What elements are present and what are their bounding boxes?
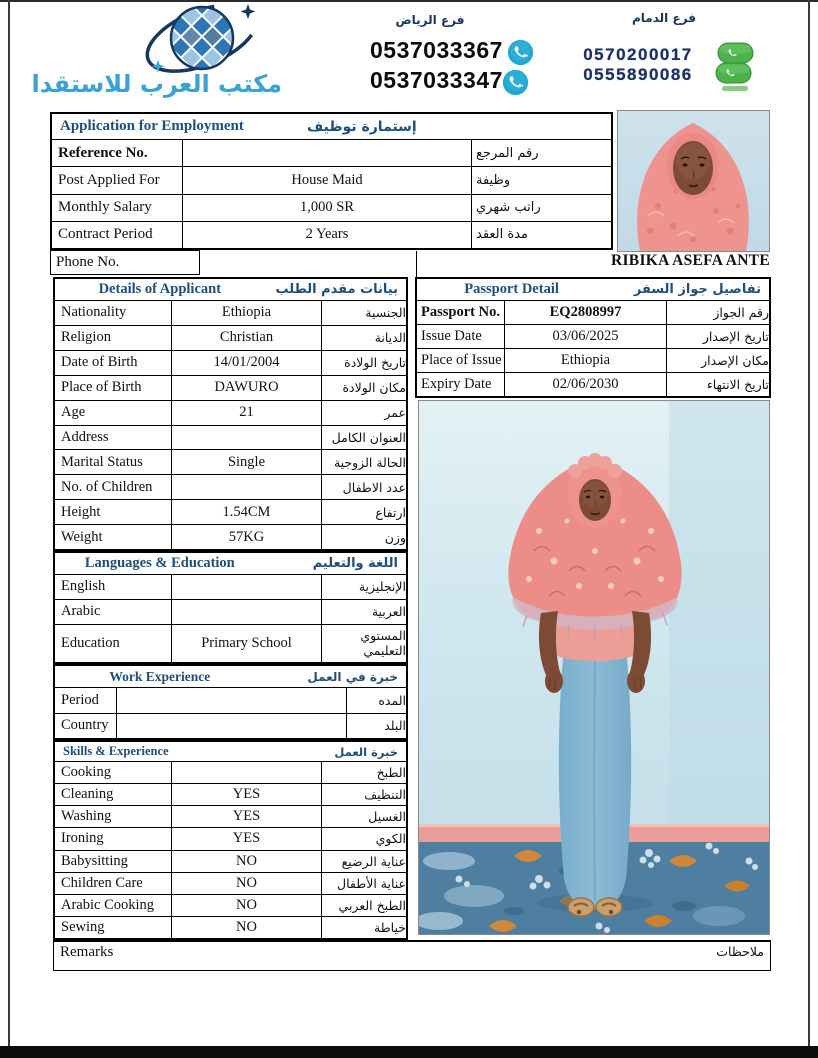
row-label: Height — [55, 500, 172, 524]
details-title-en: Details of Applicant — [98, 281, 222, 297]
row-value: Single — [172, 450, 322, 474]
row-label-ar: مكان الإصدار — [701, 353, 769, 368]
riyadh-phone-1: 0537033367 — [370, 37, 503, 63]
table-row — [55, 827, 406, 849]
work-title-ar: خبرة في العمل — [307, 669, 398, 684]
remarks-label-ar: ملاحظات — [716, 944, 764, 959]
application-table — [50, 112, 613, 250]
table-row — [55, 425, 406, 450]
row-label-ar: المستوي التعليمي — [360, 627, 406, 659]
table-row — [55, 687, 406, 713]
row-label-ar: الكوي — [375, 831, 406, 847]
table-row — [55, 449, 406, 474]
row-label: Reference No. — [52, 140, 183, 166]
row-label-ar: البلد — [384, 718, 406, 734]
row-value: 02/06/2030 — [505, 373, 667, 396]
row-label: Cooking — [55, 762, 172, 783]
row-value: 14/01/2004 — [172, 351, 322, 375]
table-row — [55, 872, 406, 894]
row-label: Nationality — [55, 301, 172, 325]
row-label-ar: ارتفاع — [375, 504, 406, 520]
table-row — [55, 624, 406, 662]
row-label: Marital Status — [55, 450, 172, 474]
row-value — [172, 575, 322, 599]
row-value: Ethiopia — [505, 349, 667, 372]
row-label-ar: رقم الجواز — [713, 305, 769, 320]
row-label-ar: التنظيف — [364, 787, 406, 803]
table-row — [55, 499, 406, 524]
row-value: Primary School — [172, 625, 322, 662]
row-label: Babysitting — [55, 851, 172, 872]
row-label: Washing — [55, 806, 172, 827]
row-label: Ironing — [55, 828, 172, 849]
table-row — [55, 761, 406, 783]
row-label-ar: عناية الأطفال — [337, 875, 406, 891]
row-label-ar: الطبخ العربي — [338, 897, 406, 913]
table-row — [55, 894, 406, 916]
details-title-ar: بيانات مقدم الطلب — [275, 282, 398, 297]
table-row — [417, 324, 769, 348]
row-label-ar: الحالة الزوجية — [333, 454, 406, 470]
row-label: Religion — [55, 326, 172, 350]
application-title-ar: إستمارة توظيف — [307, 118, 417, 135]
row-value: DAWURO — [172, 376, 322, 400]
row-value: 57KG — [172, 525, 322, 549]
row-label: Expiry Date — [417, 373, 505, 396]
row-label: Country — [55, 714, 117, 739]
agency-logo — [30, 2, 280, 104]
table-row — [417, 372, 769, 396]
row-label: No. of Children — [55, 475, 172, 499]
row-value: YES — [172, 828, 322, 849]
table-row — [55, 350, 406, 375]
row-value: NO — [172, 895, 322, 916]
row-label: Contract Period — [52, 222, 183, 248]
row-label-ar: خياطة — [374, 919, 406, 935]
row-value: 21 — [172, 401, 322, 425]
row-label-ar: الإنجليزية — [358, 579, 406, 595]
row-value: 03/06/2025 — [505, 325, 667, 348]
row-label: Issue Date — [417, 325, 505, 348]
passport-title-ar: تفاصيل جواز السفر — [633, 282, 761, 297]
row-label-ar: عدد الاطفال — [342, 479, 406, 495]
row-value: House Maid — [183, 167, 472, 193]
row-value: Ethiopia — [172, 301, 322, 325]
row-label-ar: العنوان الكامل — [331, 429, 406, 445]
row-value — [183, 140, 472, 166]
table-row — [52, 221, 611, 248]
row-label: Monthly Salary — [52, 195, 183, 221]
applicant-name: RIBIKA ASEFA ANTE — [610, 252, 770, 269]
table-row — [417, 300, 769, 324]
phone-number-cell: Phone No. — [50, 250, 200, 275]
row-label: Weight — [55, 525, 172, 549]
row-label: English — [55, 575, 172, 599]
work-experience-table — [53, 664, 408, 740]
row-value — [172, 475, 322, 499]
row-label-ar: وظيفة — [476, 172, 511, 188]
passport-title-en: Passport Detail — [464, 281, 559, 297]
table-row — [55, 300, 406, 325]
remarks-label-en: Remarks — [60, 944, 114, 960]
row-value: YES — [172, 806, 322, 827]
row-value: Christian — [172, 326, 322, 350]
row-value: YES — [172, 784, 322, 805]
whatsapp-icon — [502, 69, 529, 101]
page-right-border — [808, 0, 810, 1046]
row-label: Arabic Cooking — [55, 895, 172, 916]
table-row — [52, 194, 611, 221]
table-row — [55, 599, 406, 624]
row-label-ar: مكان الولادة — [342, 380, 406, 396]
table-row — [55, 713, 406, 739]
row-value: NO — [172, 873, 322, 894]
table-row — [55, 574, 406, 599]
table-row — [55, 400, 406, 425]
riyadh-phone-2: 0537033347 — [370, 67, 503, 93]
row-label-ar: مدة العقد — [476, 227, 528, 243]
row-label-ar: تاريخ الانتهاء — [706, 377, 769, 392]
row-label-ar: تاريخ الإصدار — [702, 329, 769, 344]
row-label-ar: رقم المرجع — [476, 145, 539, 161]
row-label: Address — [55, 426, 172, 450]
skills-title-en: Skills & Experience — [63, 744, 169, 758]
logo-brand-text: مكتب العرب للاستقدام — [30, 70, 280, 98]
table-row — [52, 139, 611, 166]
row-label-ar: الديانة — [374, 330, 406, 346]
work-title-en: Work Experience — [109, 668, 211, 684]
row-label: Sewing — [55, 917, 172, 938]
table-row — [52, 166, 611, 193]
table-row — [55, 524, 406, 549]
row-label-ar: الجنسية — [365, 305, 406, 321]
row-label: Place of Birth — [55, 376, 172, 400]
row-value: NO — [172, 917, 322, 938]
table-row — [55, 850, 406, 872]
table-row — [55, 375, 406, 400]
phone-icon-partial — [722, 86, 748, 91]
row-label-ar: الطبخ — [376, 765, 406, 781]
row-value — [172, 600, 322, 624]
skills-title-ar: خبرة العمل — [334, 744, 398, 759]
remarks-row — [53, 940, 771, 971]
row-label: Cleaning — [55, 784, 172, 805]
languages-table — [53, 551, 408, 664]
row-value: NO — [172, 851, 322, 872]
application-title-en: Application for Employment — [60, 118, 244, 134]
row-label: Children Care — [55, 873, 172, 894]
row-value: 1,000 SR — [183, 195, 472, 221]
row-label: Age — [55, 401, 172, 425]
table-row — [55, 916, 406, 938]
row-label: Arabic — [55, 600, 172, 624]
row-value — [117, 714, 347, 739]
row-value: EQ2808997 — [505, 301, 667, 324]
row-label-ar: عناية الرضيع — [341, 853, 406, 869]
applicant-fullbody-photo — [418, 400, 770, 935]
languages-title-en: Languages & Education — [84, 555, 235, 571]
applicant-headshot-photo — [617, 110, 770, 252]
row-label-ar: تاريخ الولادة — [344, 355, 406, 371]
languages-title-ar: اللغة والتعليم — [312, 556, 398, 571]
row-label-ar: المده — [378, 692, 406, 708]
row-label-ar: وزن — [384, 529, 406, 545]
row-label-ar: الغسيل — [368, 809, 406, 825]
dammam-phone-2: 0555890086 — [583, 65, 693, 84]
row-value — [117, 688, 347, 713]
row-value: 2 Years — [183, 222, 472, 248]
table-row — [55, 474, 406, 499]
table-row — [55, 325, 406, 350]
riyadh-branch-title: فرع الرياض — [395, 13, 465, 27]
row-label: Period — [55, 688, 117, 713]
dammam-branch-title: فرع الدمام — [632, 11, 696, 25]
logo-star-icon — [241, 4, 256, 19]
row-label-ar: راتب شهري — [476, 200, 541, 216]
table-row — [55, 783, 406, 805]
row-label: Education — [55, 625, 172, 662]
details-table — [53, 277, 408, 551]
row-label-ar: العربية — [371, 604, 406, 620]
row-label: Place of Issue — [417, 349, 505, 372]
row-value — [172, 426, 322, 450]
table-row — [417, 348, 769, 372]
passport-table — [415, 277, 771, 398]
skills-table — [53, 740, 408, 940]
table-row — [55, 805, 406, 827]
phone-call-icon — [715, 62, 752, 89]
row-label: Date of Birth — [55, 351, 172, 375]
row-value: 1.54CM — [172, 500, 322, 524]
page-bottom-border — [0, 1046, 818, 1058]
whatsapp-icon — [507, 39, 534, 71]
page-left-border — [8, 0, 10, 1046]
row-value — [172, 762, 322, 783]
row-label: Passport No. — [417, 301, 505, 324]
row-label-ar: عمر — [384, 405, 406, 421]
dammam-phone-1: 0570200017 — [583, 45, 693, 64]
row-label: Post Applied For — [52, 167, 183, 193]
